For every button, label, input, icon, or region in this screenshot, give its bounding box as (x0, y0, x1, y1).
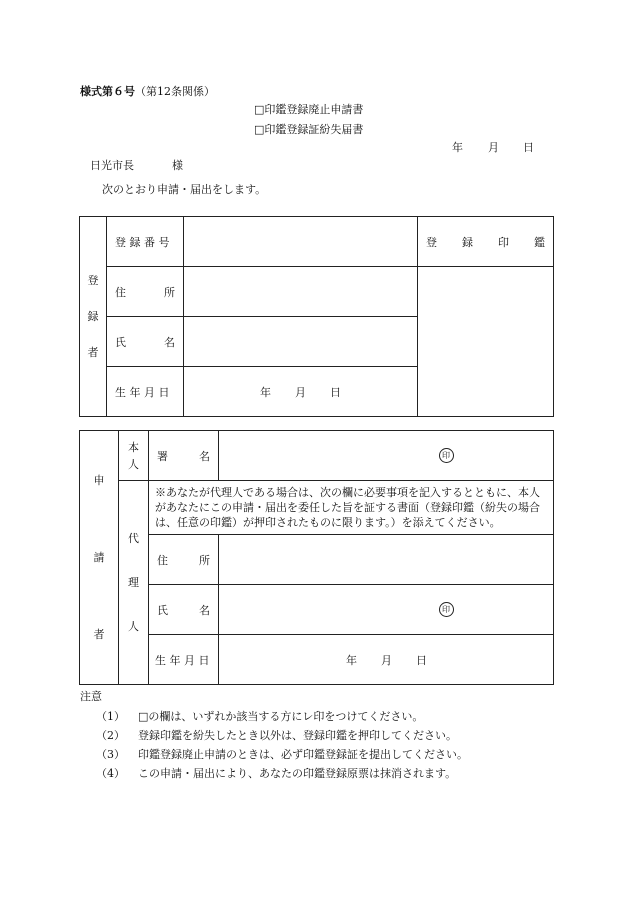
honorific: 様 (172, 159, 183, 172)
signature-label: 署 名 (149, 431, 219, 481)
agent-name-label: 氏 名 (149, 585, 219, 635)
intro-text: 次のとおり申請・届出をします。 (102, 183, 267, 196)
registrant-address-field[interactable] (184, 267, 418, 317)
applicant-table (79, 430, 554, 685)
agent-birth-label: 生 年 月 日 (149, 635, 219, 685)
registrant-section-label: 登 録 者 (80, 217, 107, 417)
note-item: （2） 登録印鑑を紛失したとき以外は、登録印鑑を押印してください。 (96, 729, 457, 742)
note-item: （4） この申請・届出により、あなたの印鑑登録原票は抹消されます。 (96, 767, 457, 780)
date-month-label: 月 (488, 141, 499, 154)
agent-address-label: 住 所 (149, 535, 219, 585)
registrant-table (79, 216, 554, 417)
date-day-label: 日 (523, 141, 534, 154)
applicant-section-label: 申 請 者 (80, 431, 119, 685)
agent-label: 代 理 人 (119, 481, 149, 685)
registrant-birth-field[interactable]: 年 月 日 (184, 367, 418, 417)
agent-address-field[interactable] (219, 535, 554, 585)
agent-birth-field[interactable]: 年 月 日 (219, 635, 554, 685)
signature-field[interactable] (219, 431, 554, 481)
registrant-birth-label: 生 年 月 日 (107, 367, 184, 417)
seal-mark-icon: 印 (439, 448, 454, 463)
form-number-line (80, 83, 215, 99)
registration-number-field[interactable] (184, 217, 418, 267)
registered-seal-box[interactable] (418, 267, 554, 417)
registrant-name-label: 氏 名 (107, 317, 184, 367)
self-label: 本 人 (119, 431, 149, 481)
note-item: （1） □の欄は、いずれか該当する方にレ印をつけてください。 (96, 710, 424, 723)
registrant-address-label: 住 所 (107, 267, 184, 317)
agent-name-field[interactable] (219, 585, 554, 635)
form-number: 様式第６号 (80, 85, 135, 98)
title-option-loss[interactable]: □印鑑登録証紛失届書 (254, 123, 364, 136)
date-year-label: 年 (452, 141, 463, 154)
notes-heading: 注意 (80, 690, 102, 703)
agent-note: ※あなたが代理人である場合は、次の欄に必要事項を記入するとともに、本人があなたにこの申請・届出を委任した旨を証する書面（登録印鑑（紛失の場合は、任意の印鑑）が押印されたものに限ります。）を添えてください。 (149, 481, 554, 535)
addressee: 日光市長 (90, 159, 134, 172)
form-related-article: （第12条関係） (135, 85, 215, 98)
title-option-abolition[interactable]: □印鑑登録廃止申請書 (254, 103, 364, 116)
seal-mark-icon: 印 (439, 602, 454, 617)
registered-seal-label: 登 録 印 鑑 (418, 217, 554, 267)
note-item: （3） 印鑑登録廃止申請のときは、必ず印鑑登録証を提出してください。 (96, 748, 468, 761)
registration-number-label: 登 録 番 号 (107, 217, 184, 267)
registrant-name-field[interactable] (184, 317, 418, 367)
